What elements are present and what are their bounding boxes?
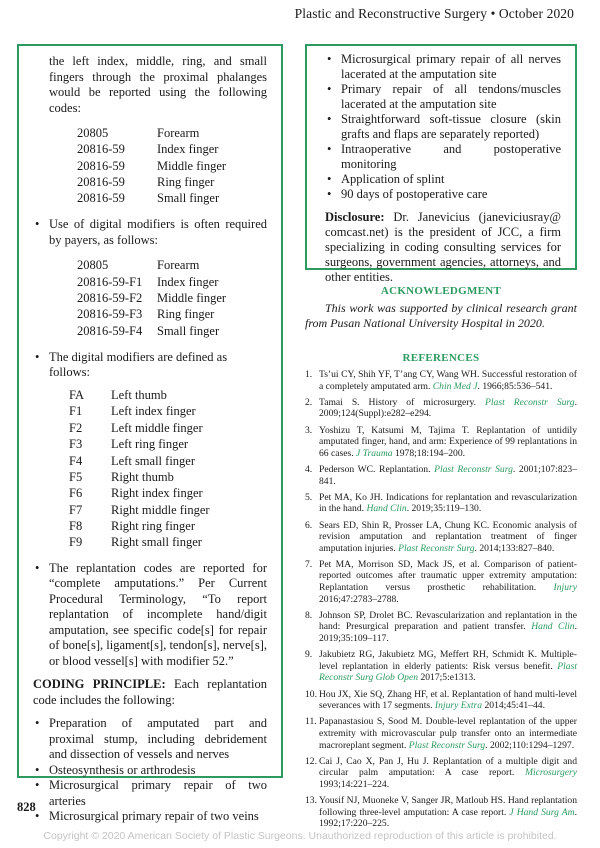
reference-item — [305, 492, 577, 515]
table-row — [77, 275, 226, 291]
code-cell: 20816-59-F4 — [77, 323, 143, 338]
modifier-code: F2 — [69, 420, 83, 435]
coding-principle — [33, 677, 267, 708]
reference-item — [305, 397, 577, 420]
reference-tail: . 2014;133:827–840. — [474, 542, 555, 554]
list-item: • 90 days of postoperative care — [325, 187, 561, 202]
reference-text: Yoshizu T, Katsumi M, Tajima T. Replantation of untidily amputated finger, hand, and arm: Experience of 99 replantations in 66 cases. — [319, 424, 577, 459]
reference-text: Hou JX, Xie SQ, Zhang HF, et al. Replantation of hand multi-level severances with 17 segments. — [319, 688, 577, 712]
disclosure-label: Disclosure: — [325, 210, 385, 224]
reference-item — [305, 369, 577, 392]
reference-tail: 2017;5:e1313. — [418, 672, 476, 684]
reference-text: Pet MA, Ko JH. Indications for replantation and revascularization in the hand. — [319, 491, 577, 515]
reference-number: 4. — [305, 463, 313, 475]
reference-number: 8. — [305, 609, 313, 621]
reference-text: Tamai S. History of microsurgery. — [319, 396, 486, 408]
reference-text: Sears ED, Shin R, Prosser LA, Chung KC. Economic analysis of revision amputation and replantation treatment of finger amputation injuries. — [319, 519, 577, 554]
label-cell: Index finger — [157, 274, 219, 289]
table-row — [77, 175, 226, 191]
modifier-label: Left index finger — [111, 404, 196, 419]
list-item: • Intraoperative and postoperative monitoring — [325, 142, 561, 172]
journal-link[interactable]: J Trauma — [356, 447, 393, 459]
modifier-label: Left middle finger — [111, 420, 203, 435]
reference-text: Johnson SP, Drolet BC. Revascularization and replantation in the hand: Presurgical preparation and patient transfer. — [319, 609, 577, 633]
reference-number: 1. — [305, 369, 313, 380]
journal-link[interactable]: J Hand Surg Am — [509, 806, 575, 818]
list-item: • Osteosynthesis or arthrodesis — [33, 763, 267, 779]
modifier-code: F5 — [69, 469, 83, 484]
modifier-label: Right middle finger — [111, 502, 210, 517]
reference-text: Pederson WC. Replantation. — [319, 463, 435, 475]
reference-number: 10. — [305, 688, 317, 700]
code-cell: 20816-59-F2 — [77, 291, 143, 306]
reference-number: 5. — [305, 491, 313, 503]
digital-modifier-table — [69, 388, 210, 552]
reference-tail: 1993;14:221–224. — [319, 778, 390, 790]
reference-tail: . 1966;85:536–541. — [477, 380, 553, 392]
modifier-code: F7 — [69, 502, 83, 517]
reference-text: Cai J, Cao X, Pan J, Hu J. Replantation of a multiple digit and circular palm amputation: A case report. — [319, 755, 577, 779]
reference-tail: . 2002;110:1294–1297. — [485, 739, 575, 751]
table-row — [77, 324, 226, 340]
list-item: • The digital modifiers are defined as follows: — [33, 350, 267, 381]
label-cell: Middle finger — [157, 158, 227, 173]
reference-number: 13. — [305, 795, 317, 807]
code-cell: 20805 — [77, 258, 109, 273]
disclosure-text: Dr. Janevicius (janeviciusray@ comcast.net) is the president of JCC, a firm specializing in coding consulting services for surgeons, government agencies, attorneys, and other entities. — [325, 210, 561, 284]
table-row — [69, 486, 210, 502]
modifier-definition-list — [33, 350, 267, 381]
modifier-code: F8 — [69, 519, 83, 534]
modifier-usage-list — [33, 217, 267, 248]
reference-tail: . 2019;35:109–117. — [319, 621, 577, 645]
label-cell: Forearm — [157, 258, 200, 273]
code-cell: 20816-59-F3 — [77, 307, 143, 322]
table-row — [69, 454, 210, 470]
table-row — [77, 307, 226, 323]
table-row — [69, 519, 210, 535]
references-heading: REFERENCES — [402, 352, 480, 364]
reference-number: 3. — [305, 424, 313, 436]
list-item: • Primary repair of all tendons/muscles lacerated at the amputation site — [325, 82, 561, 112]
label-cell: Small finger — [157, 191, 220, 206]
reference-text: Pet MA, Morrison SD, Mack JS, et al. Comparison of patient-reported outcomes after traumatic upper extremity amputation: Replantation versus prosthetic rehabilitation. — [319, 558, 577, 594]
label-cell: Middle finger — [157, 291, 227, 306]
journal-link[interactable]: Injury Extra — [434, 700, 483, 712]
reference-number: 12. — [305, 755, 317, 767]
reference-tail: 2016;47:2783–2788. — [319, 593, 399, 605]
table-row — [69, 503, 210, 519]
journal-link[interactable]: Plast Reconstr Surg Glob Open — [319, 660, 577, 684]
table-row — [69, 470, 210, 486]
running-header: Plastic and Reconstructive Surgery • October 2020 — [294, 6, 574, 21]
intro-paragraph: the left index, middle, ring, and small fingers through the proximal phalanges would be reported using the following codes: — [49, 54, 267, 115]
reference-tail: 1978;18:194–200. — [392, 447, 466, 459]
journal-link[interactable]: Plast Reconstr Surg — [434, 463, 513, 475]
reference-item — [305, 649, 577, 684]
modifier-code: F9 — [69, 535, 83, 550]
table-row — [77, 126, 226, 142]
modifier-code: F1 — [69, 404, 83, 419]
modifier-label: Right ring finger — [111, 519, 196, 534]
code-table-modifiers — [77, 258, 226, 339]
code-table-basic — [77, 126, 226, 207]
list-item: • Microsurgical primary repair of all nerves lacerated at the amputation site — [325, 52, 561, 82]
table-row — [69, 388, 210, 404]
table-row — [69, 437, 210, 453]
code-cell: 20816-59 — [77, 142, 125, 157]
journal-link[interactable]: Hand Clin — [531, 621, 575, 633]
modifier-code: F4 — [69, 453, 83, 468]
code-cell: 20816-59 — [77, 191, 125, 206]
modifier-label: Left ring finger — [111, 437, 189, 452]
coding-principle-text: Each replantation code includes the following: — [33, 677, 268, 707]
table-row — [77, 258, 226, 274]
code-cell: 20816-59 — [77, 158, 125, 173]
reference-item — [305, 610, 577, 645]
reference-tail: 2014;45:41–44. — [482, 700, 545, 712]
reference-item — [305, 464, 577, 487]
table-row — [69, 421, 210, 437]
journal-link[interactable]: Chin Med J — [432, 380, 478, 392]
reference-text: Ts’ui CY, Shih YF, T’ang CY, Wang WH. Successful restoration of a completely amputated arm. — [319, 369, 577, 392]
modifier-code: FA — [69, 387, 85, 402]
replantation-includes-list — [33, 716, 267, 825]
table-row — [69, 535, 210, 551]
acknowledgment-text: This work was supported by clinical research grant from Pusan National University Hospital in 2020. — [305, 301, 577, 330]
list-item: • Use of digital modifiers is often required by payers, as follows: — [33, 217, 267, 248]
replantation-includes-continued — [325, 52, 561, 202]
label-cell: Index finger — [157, 142, 219, 157]
reference-tail: . 1992;17:220–225. — [319, 806, 577, 830]
reference-item — [305, 425, 577, 460]
modifier-label: Right index finger — [111, 486, 203, 501]
copyright-notice: Copyright © 2020 American Society of Plastic Surgeons. Unauthorized reproduction of this article is prohibited. — [43, 830, 557, 842]
reference-text: Yousif NJ, Muoneke V, Sanger JR, Matloub HS. Hand replantation following three-level amputation: A case report. — [319, 795, 577, 818]
journal-link[interactable]: Plast Reconstr Surg — [485, 396, 575, 408]
page-number: 828 — [17, 800, 36, 814]
reference-tail: . 2001;107:823–841. — [319, 463, 578, 487]
label-cell: Ring finger — [157, 307, 215, 322]
modifier-label: Right small finger — [111, 535, 202, 550]
journal-link[interactable]: Plast Reconstr Surg — [398, 542, 475, 554]
list-item: • Microsurgical primary repair of two arteries — [33, 778, 267, 809]
reference-tail: . 2019;35:119–130. — [406, 503, 482, 515]
list-item: • Straightforward soft-tissue closure (skin grafts and flaps are separately reported) — [325, 112, 561, 142]
list-item: • Application of splint — [325, 172, 561, 187]
coding-principle-label: CODING PRINCIPLE: — [33, 677, 166, 692]
modifier-label: Left thumb — [111, 387, 167, 402]
journal-link[interactable]: Plast Reconstr Surg — [408, 739, 486, 751]
modifier-label: Right thumb — [111, 469, 174, 484]
table-row — [77, 142, 226, 158]
journal-link[interactable]: Hand Clin — [366, 503, 407, 515]
label-cell: Small finger — [157, 323, 220, 338]
journal-link[interactable]: Microsurgery — [524, 767, 577, 779]
list-item: • The replantation codes are reported for “complete amputations.” Per Current Procedural Terminology, “To report replantation of incomplete hand/digit amputation, see specific code[s] for repair of bone[s], ligament[s], tendon[s], nerve[s], or blood vessel[s] with modifier 52.” — [33, 561, 267, 670]
reference-item — [305, 689, 577, 712]
reference-tail: . 2009;124(Suppl):e282–e294. — [319, 396, 578, 420]
reference-number: 11. — [305, 716, 317, 728]
references-list — [305, 369, 577, 835]
reference-text: Jakubietz RG, Jakubietz MG, Meffert RH, Schmidt K. Multiple-level replantation in elderly patients: Risk versus benefit. — [319, 649, 577, 672]
code-cell: 20816-59 — [77, 174, 125, 189]
reference-text: Papanastasiou S, Sood M. Double-level replantation of the upper extremity with microvascular pulp transfer onto an intermediate macroreplant segment. — [319, 716, 577, 751]
coding-sidebar-right — [305, 44, 577, 284]
modifier-code: F3 — [69, 437, 83, 452]
table-row — [77, 191, 226, 207]
table-row — [77, 291, 226, 307]
disclosure — [325, 210, 561, 285]
modifier-label: Left small finger — [111, 453, 195, 468]
table-row — [77, 159, 226, 175]
modifier-code: F6 — [69, 486, 83, 501]
code-cell: 20816-59-F1 — [77, 274, 143, 289]
reference-item — [305, 795, 577, 830]
list-item: • Microsurgical primary repair of two veins — [33, 809, 267, 825]
reference-number: 9. — [305, 649, 313, 661]
reference-item — [305, 716, 577, 751]
reference-number: 2. — [305, 396, 313, 408]
table-row — [69, 404, 210, 420]
reference-item — [305, 520, 577, 555]
code-cell: 20805 — [77, 126, 109, 140]
reference-number: 7. — [305, 558, 313, 570]
reference-item — [305, 559, 577, 605]
acknowledgment-heading: ACKNOWLEDGMENT — [380, 285, 502, 297]
list-item: • Preparation of amputated part and proximal stump, including debridement and dissection of vessels and nerves — [33, 716, 267, 763]
reference-item — [305, 756, 577, 791]
replantation-note-list — [33, 561, 267, 670]
label-cell: Ring finger — [157, 174, 215, 189]
journal-link[interactable]: Injury — [553, 582, 577, 594]
label-cell: Forearm — [157, 126, 200, 140]
reference-number: 6. — [305, 519, 313, 531]
